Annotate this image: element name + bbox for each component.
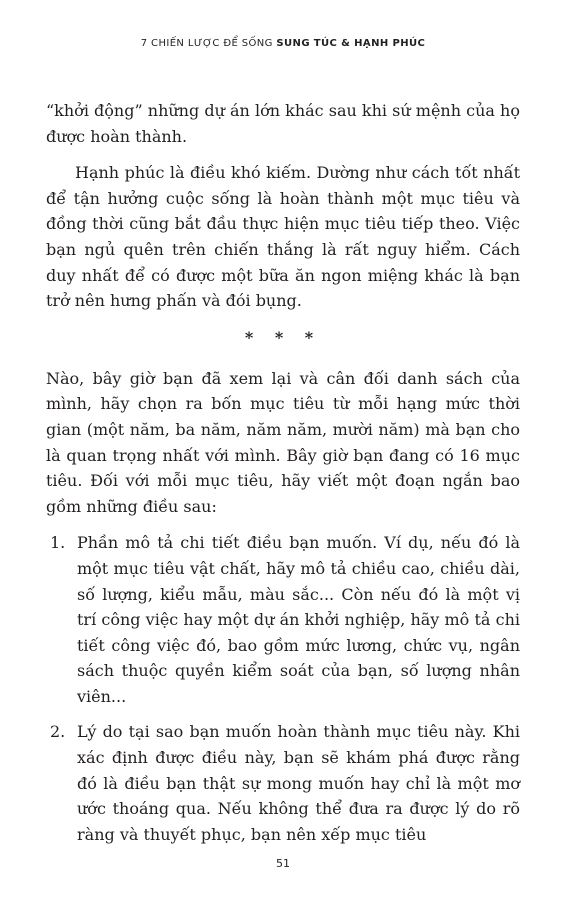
list-item-number: 2. (50, 722, 66, 742)
running-header (0, 38, 566, 49)
list-item-text: Phần mô tả chi tiết điều bạn muốn. Ví dụ, nếu đó là một mục tiêu vật chất, hãy mô tả chiều cao, chiều dài, số lượng, kiểu mẫu, màu sắc... Còn nếu đó là một vị trí công việc hay một dự án khởi nghiệp, hãy mô tả chi tiết công việc đó, bao gồm mức lương, chức vụ, ngân sách thuộc quyền kiểm soát của bạn, số lượng nhân viên... (77, 533, 520, 706)
list-item (46, 530, 520, 709)
section-separator: * * * (244, 327, 322, 347)
list-item (46, 719, 520, 847)
header-highlight: SUNG TÚC & HẠNH PHÚC (276, 38, 426, 49)
paragraph-happiness: Hạnh phúc là điều khó kiếm. Dường như cách tốt nhất để tận hưởng cuộc sống là hoàn thành một mục tiêu và đồng thời cũng bắt đầu thực hiện mục tiêu tiếp theo. Việc bạn ngủ quên trên chiến thắng là rất nguy hiểm. Cách duy nhất để có được một bữa ăn ngon miệng khác là bạn trở nên hưng phấn và đói bụng. (46, 163, 520, 311)
goal-steps-list (46, 530, 520, 847)
paragraph-intro: Nào, bây giờ bạn đã xem lại và cân đối danh sách của mình, hãy chọn ra bốn mục tiêu từ mỗi hạng mức thời gian (một năm, ba năm, năm năm, mười năm) mà bạn cho là quan trọng nhất với mình. Bây giờ bạn đang có 16 mục tiêu. Đối với mỗi mục tiêu, hãy viết một đoạn ngắn bao gồm những điều sau: (46, 368, 520, 516)
page-content (46, 98, 520, 857)
list-item-text: Lý do tại sao bạn muốn hoàn thành mục tiêu này. Khi xác định được điều này, bạn sẽ khám phá được rằng đó là điều bạn thật sự mong muốn hay chỉ là một mơ ước thoáng qua. Nếu không thể đưa ra được lý do rõ ràng và thuyết phục, bạn nên xếp mục tiêu (77, 722, 520, 844)
page-number: 51 (276, 857, 290, 870)
paragraph-continued: “khởi động” những dự án lớn khác sau khi sứ mệnh của họ được hoàn thành. (46, 101, 520, 146)
list-item-number: 1. (50, 533, 66, 553)
header-prefix: 7 CHIẾN LƯỢC ĐỂ SỐNG (140, 38, 273, 49)
